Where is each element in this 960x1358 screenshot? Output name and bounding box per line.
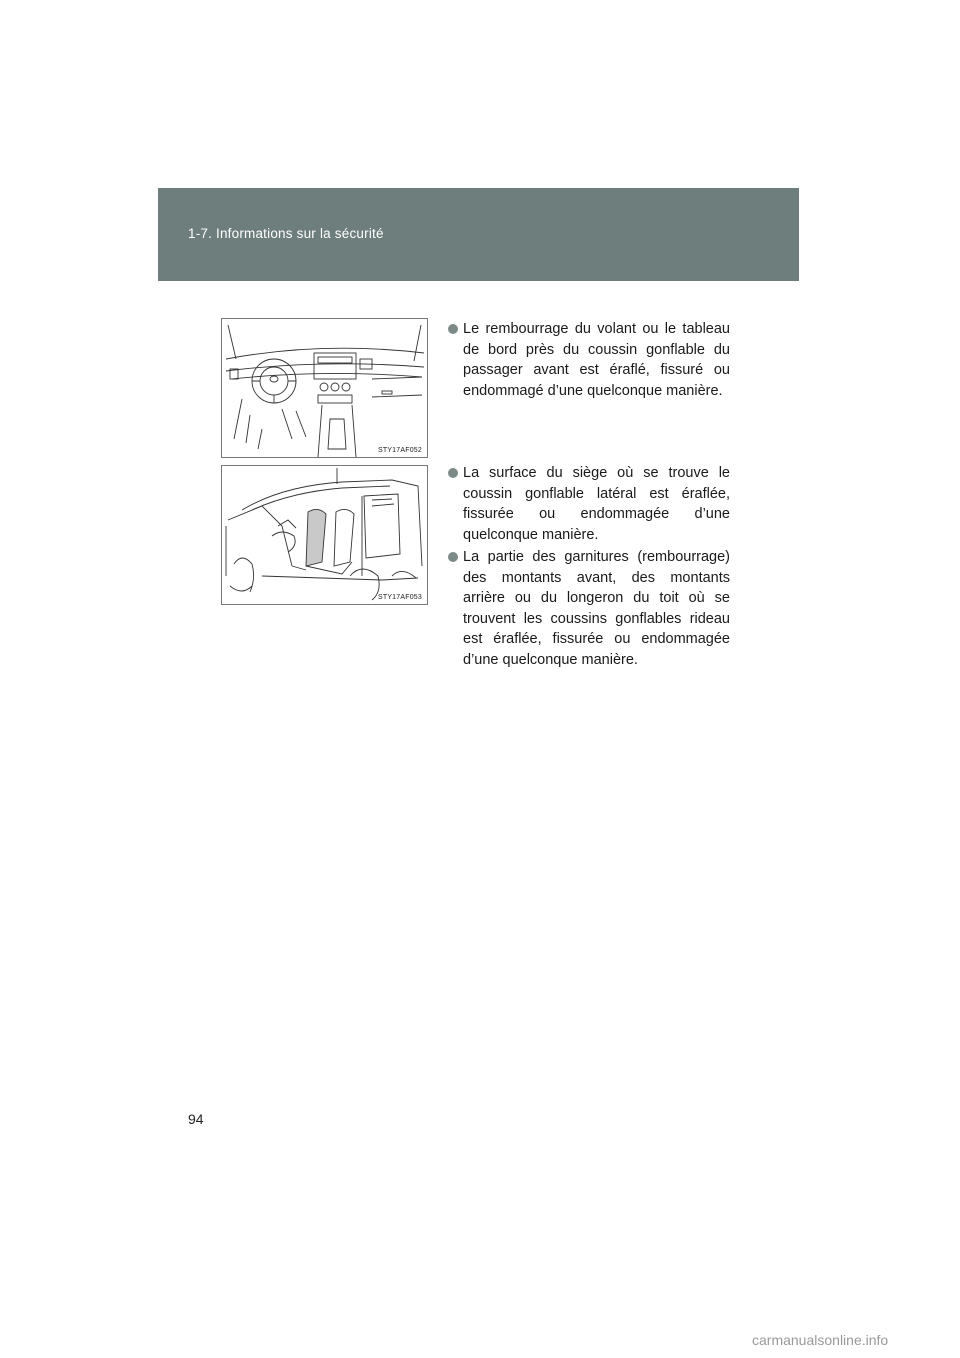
dashboard-illustration-icon xyxy=(222,319,427,457)
bullet-icon xyxy=(448,468,458,478)
bullet-text: La surface du siège où se trouve le coussin gonflable latéral est éraflée, fissurée ou endommagée d’une quelconque manière. xyxy=(463,465,730,543)
bullet-icon xyxy=(448,324,458,334)
side-interior-illustration-icon xyxy=(222,466,427,604)
footer-watermark: carmanualsonline.info xyxy=(752,1332,889,1348)
page-number: 94 xyxy=(188,1111,204,1127)
figure-code: STY17AF053 xyxy=(377,594,422,601)
bullet-item xyxy=(448,319,730,401)
bullet-icon xyxy=(448,552,458,562)
bullet-item xyxy=(448,463,730,545)
figure-code: STY17AF052 xyxy=(377,447,422,454)
dashboard-figure xyxy=(221,318,428,458)
side-interior-figure xyxy=(221,465,428,605)
bullet-text: Le rembourrage du volant ou le tableau de bord près du coussin gonflable du passager avant est éraflé, fissuré ou endommagé d’une quelconque manière. xyxy=(463,321,730,399)
bullet-item xyxy=(448,547,730,670)
section-header xyxy=(158,188,799,281)
bullet-text: La partie des garnitures (rembourrage) des montants avant, des montants arrière ou du longeron du toit où se trouvent les coussins gonflables rideau est éraflée, fissurée ou endommagée d’une quelconque manière. xyxy=(463,549,730,668)
section-title: 1-7. Informations sur la sécurité xyxy=(188,226,384,241)
